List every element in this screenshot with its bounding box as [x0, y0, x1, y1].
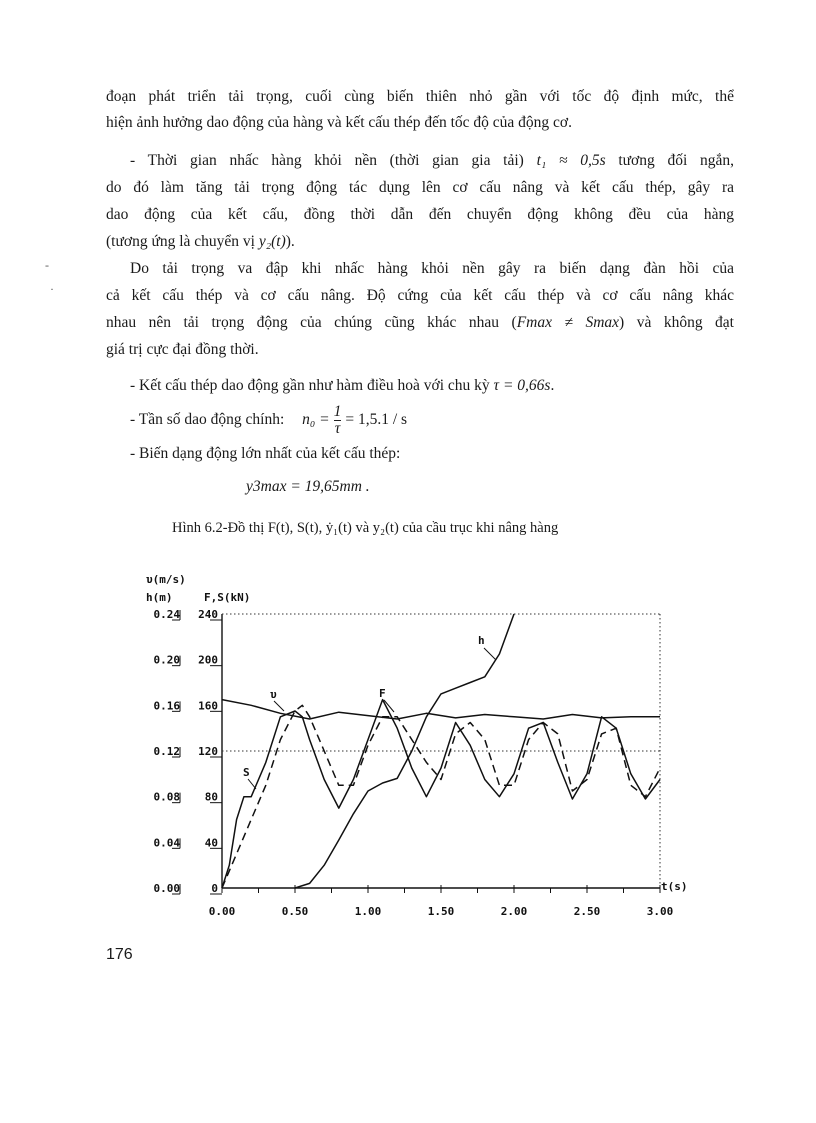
x-tick-label: 0.00	[208, 905, 236, 918]
y-tick-label-velocity: 0.16	[153, 699, 180, 713]
text-span: - Thời gian nhấc hàng khỏi nền (thời gian gia tải)	[130, 152, 537, 169]
label-leader	[248, 779, 256, 789]
series-label-S: S	[243, 766, 250, 779]
x-tick-label: 2.50	[573, 905, 601, 918]
text-line	[130, 151, 734, 171]
text-line: giá trị cực đại đồng thời.	[106, 341, 259, 358]
series-υ-line	[222, 700, 660, 719]
x-tick-label: 2.00	[500, 905, 528, 918]
text-span: .	[550, 377, 555, 394]
y-tick-label-velocity: 0.12	[153, 745, 180, 758]
text-line: dao động của kết cấu, đồng thời dẫn đến chuyển động không đều của hàng	[106, 206, 734, 223]
y-tick-label-velocity: 0.24	[153, 608, 180, 621]
series-S-line	[222, 705, 660, 888]
math-span: t₁ ≈ 0,5s	[536, 152, 606, 169]
figure-caption: Hình 6.2-Đồ thị F(t), S(t), ẏ₁(t) và y₂(t) của cầu trục khi nâng hàng	[172, 520, 559, 536]
y-axis-label-height: h(m)	[146, 591, 173, 604]
series-F-line	[222, 700, 660, 888]
y-axis-label-force: F,S(kN)	[204, 591, 251, 604]
y-tick-label-force: 80	[204, 790, 218, 804]
math-span: Fmax ≠ Smax	[516, 314, 620, 331]
y-tick-label-force: 240	[198, 608, 218, 621]
label-leader	[484, 648, 496, 660]
text-line: cả kết cấu thép và cơ cấu nâng. Độ cứng của kết cấu thép và cơ cấu nâng khác	[106, 287, 734, 304]
math-span: = 1,5.1 / s	[345, 411, 408, 428]
text-line: do đó làm tăng tải trọng động tác dụng lên cơ cấu nâng và kết cấu thép, gây ra	[106, 179, 734, 196]
math-span: n₀ =	[302, 411, 330, 428]
series-label-h: h	[478, 634, 485, 647]
y-tick-label-velocity: 0.08	[153, 790, 180, 804]
x-tick-label: 3.00	[646, 905, 674, 918]
text-span: nhau nên tải trọng động của chúng cũng khác nhau (	[106, 314, 517, 331]
text-line: hiện ảnh hưởng dao động của hàng và kết cấu thép đến tốc độ của động cơ.	[106, 114, 572, 131]
y-tick-label-velocity: 0.20	[153, 653, 180, 667]
text-line	[106, 232, 734, 252]
text-span: - Kết cấu thép dao động gần như hàm điều hoà với chu kỳ	[130, 377, 494, 394]
y-tick-label-force: 160	[198, 699, 218, 713]
y-tick-label-velocity: 0.04	[153, 836, 180, 850]
x-tick-label: 1.50	[427, 905, 455, 918]
y-tick-label-force: 0	[211, 882, 218, 895]
text-span: ) và không đạt	[619, 314, 734, 331]
series-label-F: F	[379, 687, 386, 700]
bullet-line	[130, 376, 734, 396]
y-tick-label-force: 120	[198, 745, 218, 758]
x-tick-label: 0.50	[281, 905, 309, 918]
text-line: đoạn phát triển tải trọng, cuối cùng biến thiên nhỏ gần với tốc độ định mức, thể	[106, 88, 734, 105]
fraction-denominator: τ	[334, 419, 341, 437]
fraction-numerator: 1	[333, 402, 342, 420]
fraction	[334, 404, 342, 437]
series-label-v: υ	[270, 688, 277, 701]
text-span: - Tần số dao động chính:	[130, 411, 285, 428]
math-span: τ = 0,66s	[493, 377, 551, 394]
formula: y3max = 19,65mm .	[246, 478, 370, 495]
bullet-line: - Biến dạng động lớn nhất của kết cấu thép:	[130, 445, 401, 462]
label-leader	[274, 701, 284, 711]
x-axis-label: t(s)	[661, 880, 688, 893]
bullet-line	[130, 400, 734, 440]
text-line	[106, 313, 734, 333]
series-h-line	[295, 614, 514, 888]
margin-mark: -	[45, 258, 49, 272]
y-axis-label-velocity: υ(m/s)	[146, 573, 186, 586]
text-span: ).	[285, 233, 295, 250]
y-tick-label-force: 40	[204, 836, 218, 850]
x-tick-label: 1.00	[354, 905, 382, 918]
y-tick-label-force: 200	[198, 653, 218, 667]
page-number: 176	[106, 946, 133, 963]
chart	[0, 560, 816, 980]
text-line: Do tải trọng va đập khi nhấc hàng khỏi nền gây ra biến dạng đàn hồi của	[130, 260, 734, 277]
margin-mark: ·	[50, 282, 54, 296]
text-span: tương đối ngắn,	[605, 152, 735, 169]
text-span: (tương ứng là chuyển vị	[106, 233, 259, 250]
math-span: y₂(t)	[258, 233, 286, 250]
y-tick-label-velocity: 0.00	[153, 882, 180, 895]
